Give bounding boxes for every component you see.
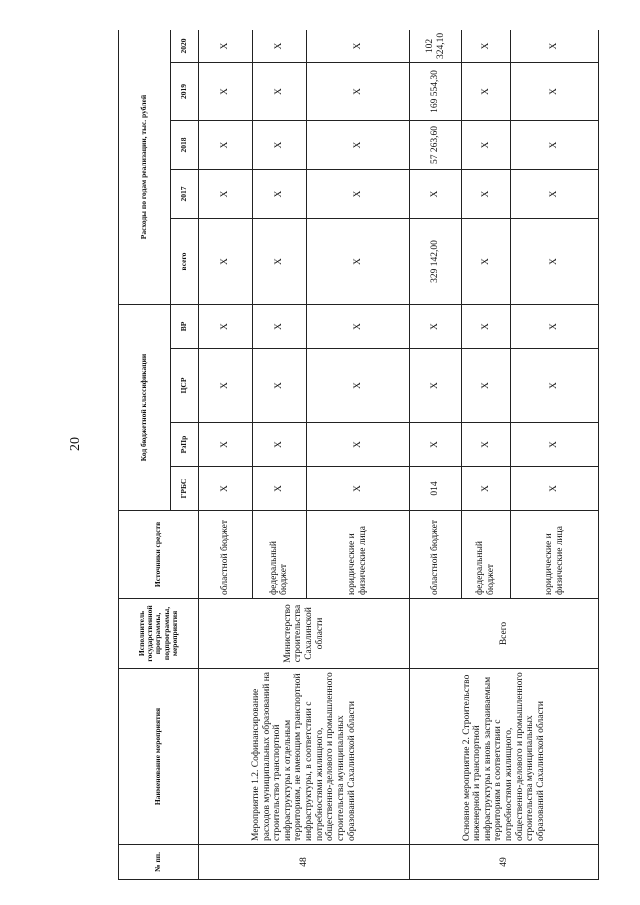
cell-rzpr: X: [199, 423, 253, 467]
expenses-table: [118, 30, 599, 880]
cell-vr: X: [199, 305, 253, 349]
cell-total: X: [306, 219, 409, 305]
executor: Министерство строительства Сахалинской области: [199, 599, 410, 669]
cell-2019: X: [252, 63, 306, 121]
cell-rzpr: X: [410, 423, 462, 467]
header-2017: 2017: [171, 170, 199, 219]
source: юридические и физические лица: [306, 511, 409, 599]
cell-vr: X: [410, 305, 462, 349]
page-number: 20: [68, 437, 83, 451]
cell-2020: 102 324,10: [410, 30, 462, 63]
cell-2019: X: [306, 63, 409, 121]
cell-csr: X: [306, 349, 409, 423]
cell-vr: X: [461, 305, 510, 349]
cell-2018: X: [461, 121, 510, 170]
source: областной бюджет: [410, 511, 462, 599]
header-vr: ВР: [171, 305, 199, 349]
cell-rzpr: X: [252, 423, 306, 467]
header-budget-code: Код бюджетной классификации: [119, 305, 171, 511]
cell-2018: X: [306, 121, 409, 170]
cell-2019: 169 554,30: [410, 63, 462, 121]
cell-vr: X: [252, 305, 306, 349]
source: областной бюджет: [199, 511, 253, 599]
header-csr: ЦСР: [171, 349, 199, 423]
header-expenses: Расходы по годам реализации, тыс. рублей: [119, 30, 171, 305]
cell-grbs: X: [199, 467, 253, 511]
header-2018: 2018: [171, 121, 199, 170]
table-wrapper: [118, 30, 599, 880]
activity-name: Мероприятие 1.2. Софинансирование расходов муниципальных образований на строительство транспортной инфраструктуры к отдельным территориям, не имеющим транспортной инфраструктуры, в соответствии с потребностями жилищного, общественно-делового и промышленного строительства муниципальных образований Сахалинской области: [199, 669, 410, 845]
cell-2017: X: [410, 170, 462, 219]
source: федеральный бюджет: [252, 511, 306, 599]
executor: Всего: [410, 599, 599, 669]
cell-total: X: [252, 219, 306, 305]
cell-rzpr: X: [461, 423, 510, 467]
header-grbs: ГРБС: [171, 467, 199, 511]
cell-rzpr: X: [511, 423, 599, 467]
cell-2019: X: [511, 63, 599, 121]
cell-2020: X: [252, 30, 306, 63]
cell-2017: X: [252, 170, 306, 219]
cell-total: X: [511, 219, 599, 305]
cell-grbs: X: [461, 467, 510, 511]
cell-csr: X: [511, 349, 599, 423]
cell-grbs: X: [252, 467, 306, 511]
cell-csr: X: [199, 349, 253, 423]
cell-rzpr: X: [306, 423, 409, 467]
cell-2019: X: [199, 63, 253, 121]
cell-2020: X: [511, 30, 599, 63]
cell-2020: X: [306, 30, 409, 63]
cell-grbs: X: [511, 467, 599, 511]
source: федеральный бюджет: [461, 511, 510, 599]
table-row: [199, 30, 253, 880]
cell-csr: X: [252, 349, 306, 423]
row-number: 49: [410, 845, 599, 880]
cell-2017: X: [306, 170, 409, 219]
cell-total: X: [199, 219, 253, 305]
cell-vr: X: [511, 305, 599, 349]
table-row: [410, 30, 462, 880]
cell-total: 329 142,00: [410, 219, 462, 305]
cell-2020: X: [199, 30, 253, 63]
cell-2018: X: [199, 121, 253, 170]
cell-2018: X: [252, 121, 306, 170]
activity-name: Основное мероприятие 2. Строительство инженерной и транспортной инфраструктуры к вновь застраиваемым территориям в соответствии с потребностями жилищного, общественно-делового и промышленного строительства муниципальных образований Сахалинской области: [410, 669, 599, 845]
source: юридические и физические лица: [511, 511, 599, 599]
header-2019: 2019: [171, 63, 199, 121]
header-name: Наименование мероприятия: [119, 669, 199, 845]
header-total: всего: [171, 219, 199, 305]
row-number: 48: [199, 845, 410, 880]
cell-vr: X: [306, 305, 409, 349]
header-rzpr: РзПр: [171, 423, 199, 467]
cell-2019: X: [461, 63, 510, 121]
cell-total: X: [461, 219, 510, 305]
cell-2018: X: [511, 121, 599, 170]
cell-csr: X: [410, 349, 462, 423]
cell-2017: X: [511, 170, 599, 219]
cell-2017: X: [461, 170, 510, 219]
cell-grbs: X: [306, 467, 409, 511]
cell-2018: 57 263,60: [410, 121, 462, 170]
cell-csr: X: [461, 349, 510, 423]
cell-2020: X: [461, 30, 510, 63]
cell-grbs: 014: [410, 467, 462, 511]
header-2020: 2020: [171, 30, 199, 63]
header-source: Источники средств: [119, 511, 199, 599]
header-executor: Исполнитель государственной программы, подпрограммы, мероприятия: [119, 599, 199, 669]
header-no: № пп.: [119, 845, 199, 880]
cell-2017: X: [199, 170, 253, 219]
